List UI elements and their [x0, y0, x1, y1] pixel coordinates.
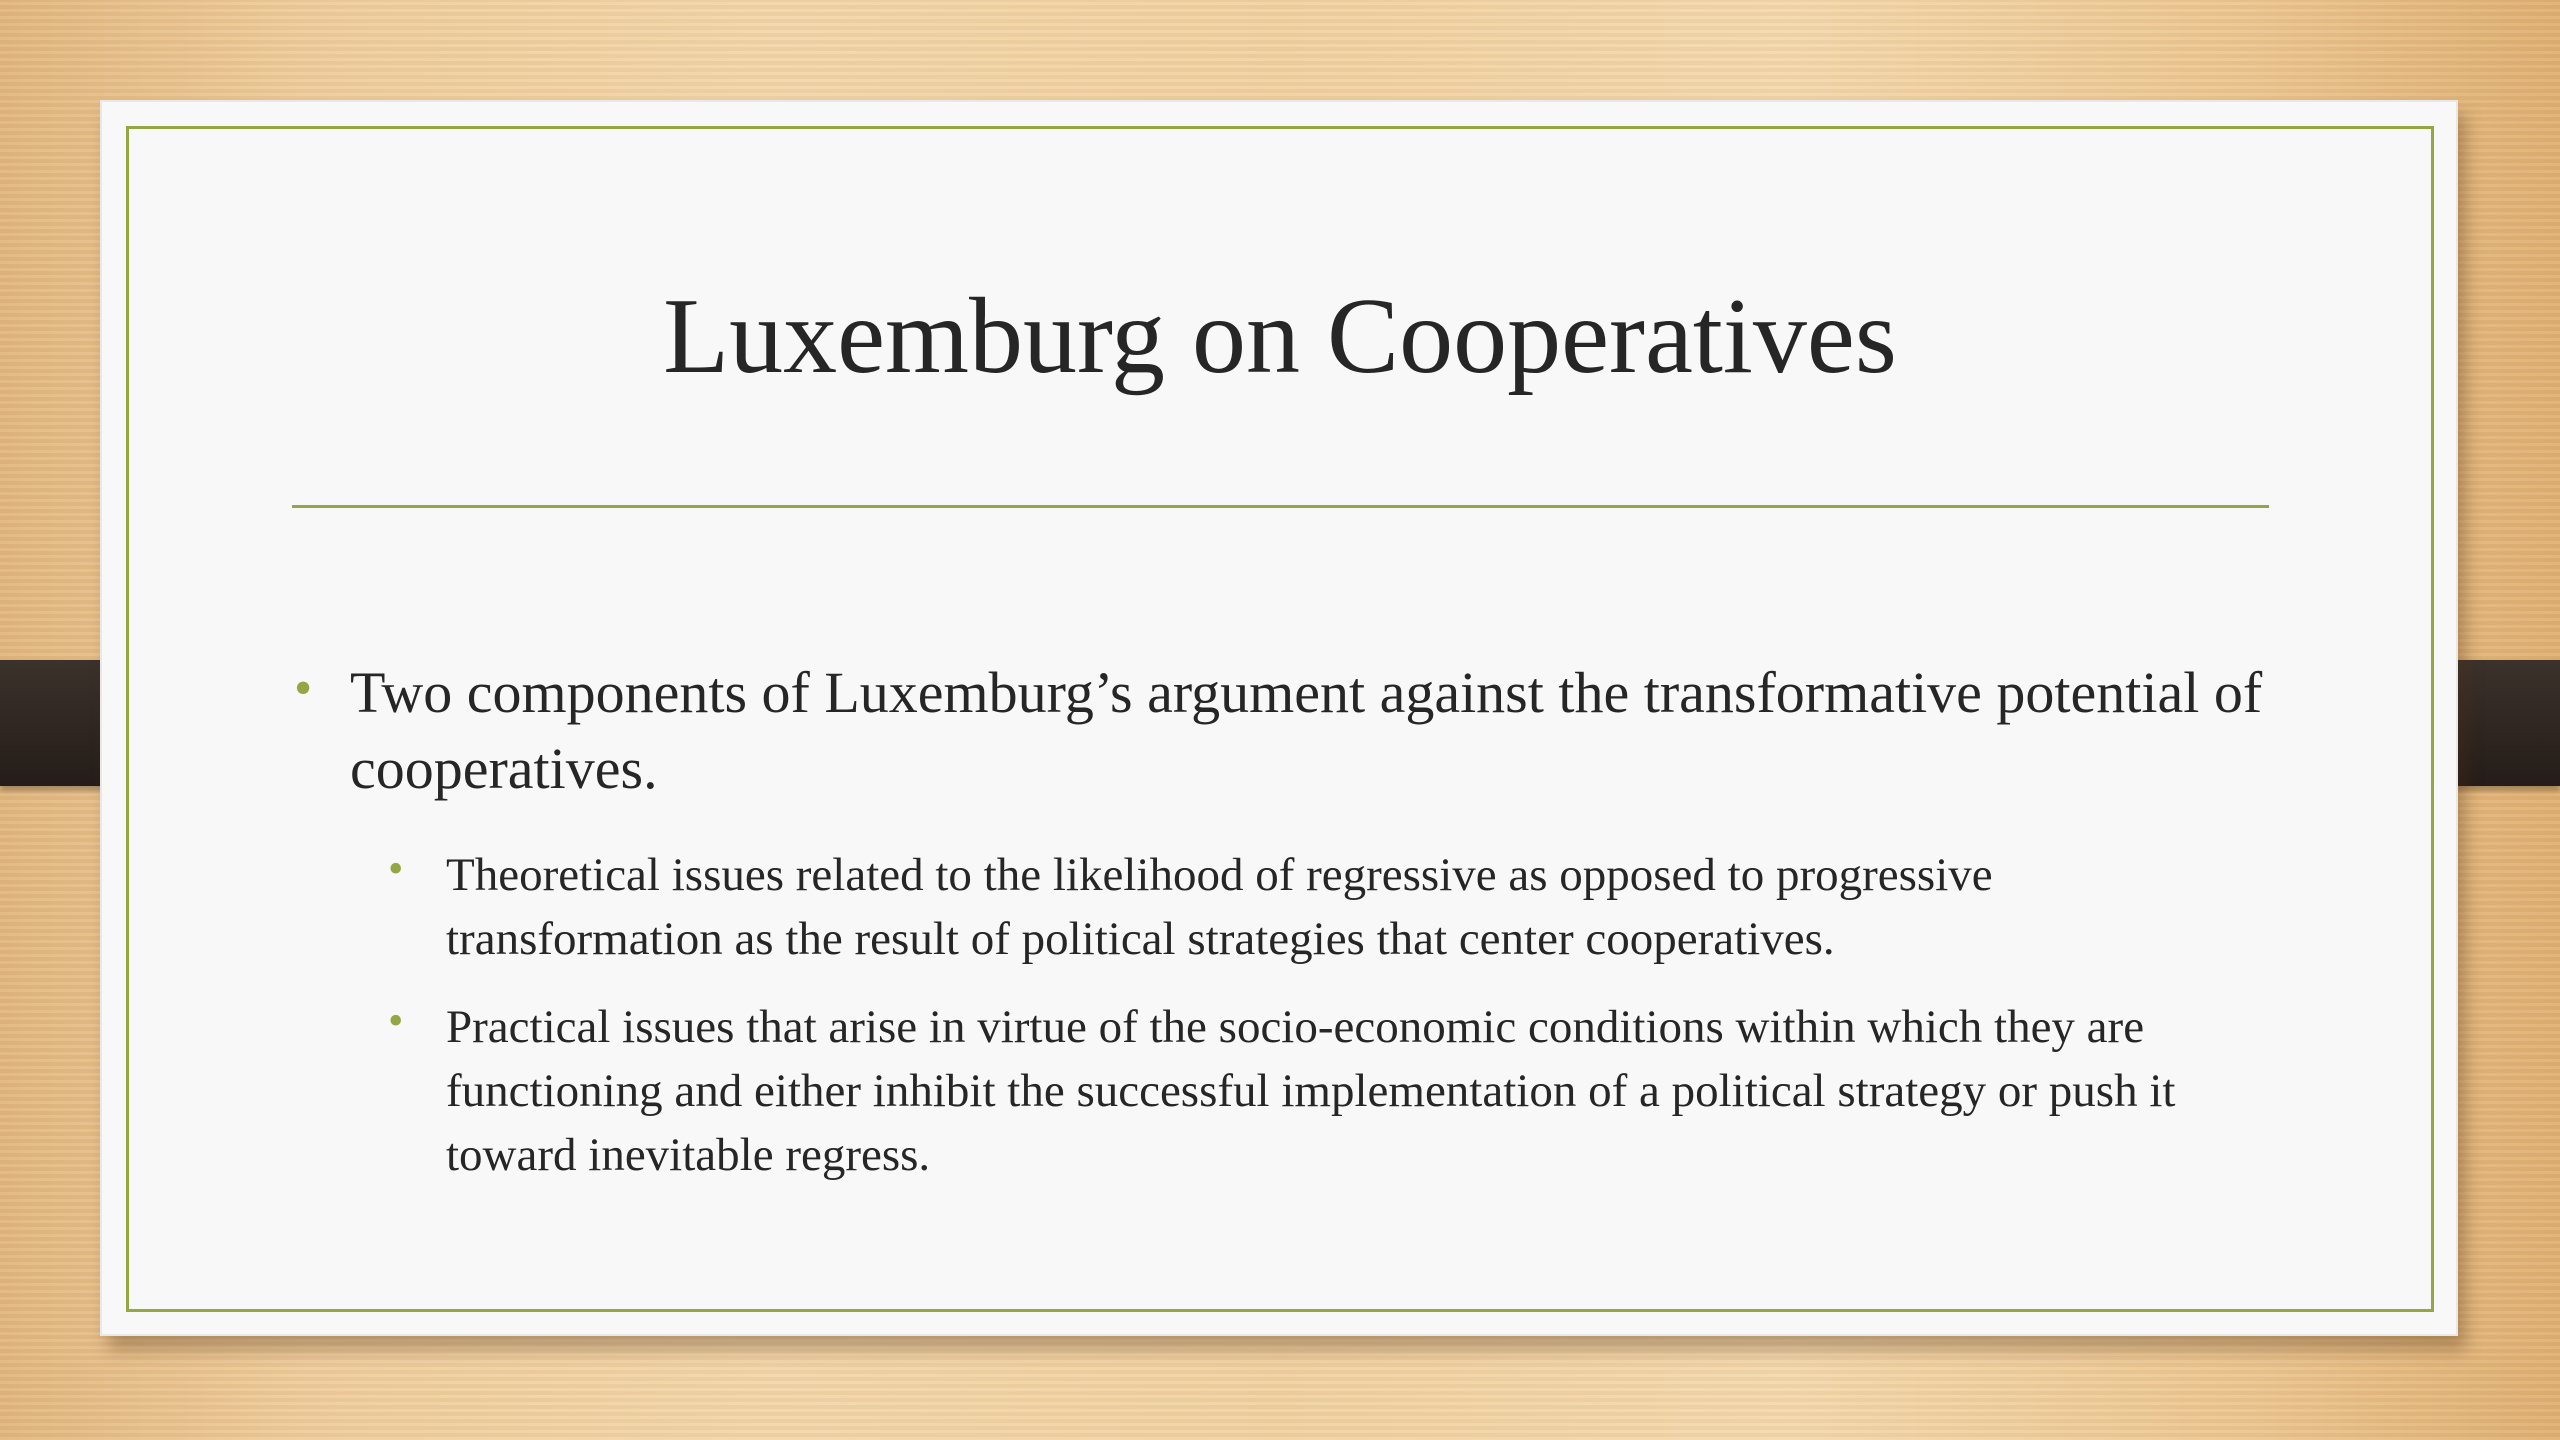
- sub-bullet-text: Practical issues that arise in virtue of the socio-economic conditions within which they are functioning and either inhibit the successful implementation of a political strategy or push it toward inevitable regress.: [446, 1001, 2176, 1181]
- bullet-item: [292, 655, 2272, 807]
- bullet-dot-icon: •: [388, 996, 404, 1045]
- bullet-dot-icon: •: [388, 844, 404, 893]
- sub-bullet-text: Theoretical issues related to the likelihood of regressive as opposed to progressive transformation as the result of political strategies that center cooperatives.: [446, 849, 1993, 965]
- sub-bullet-item: [292, 843, 2272, 971]
- bullet-list: [292, 655, 2272, 1187]
- sub-bullet-item: [292, 995, 2272, 1187]
- bullet-text: Two components of Luxemburg’s argument against the transformative potential of cooperatives.: [350, 660, 2263, 801]
- slide-title: Luxemburg on Cooperatives: [663, 277, 1897, 396]
- bullet-dot-icon: •: [294, 660, 313, 717]
- title-divider: [292, 505, 2269, 508]
